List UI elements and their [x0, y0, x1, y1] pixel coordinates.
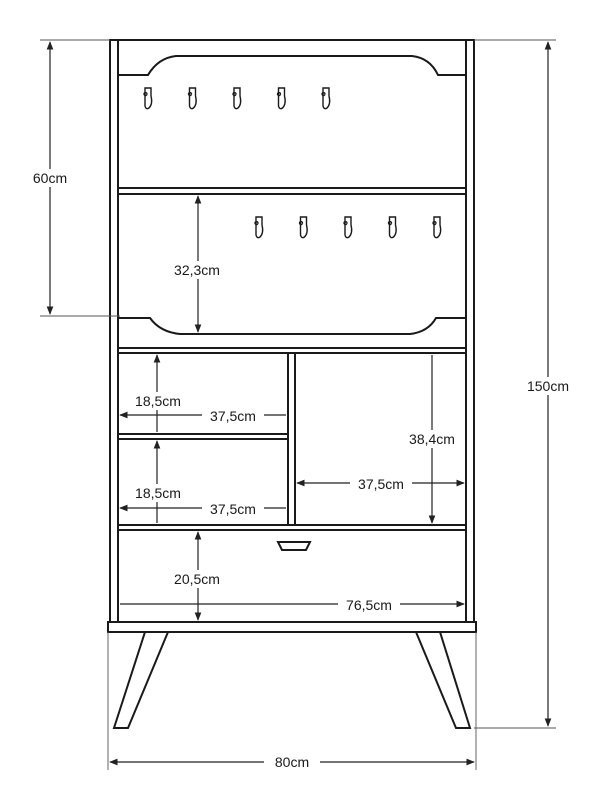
- upper-height-label: 60cm: [32, 170, 68, 186]
- left-side-panel: [110, 40, 118, 630]
- open-compartment-width-label: 37,5cm: [358, 476, 404, 492]
- left-leg: [114, 632, 168, 728]
- drawer-width-label: 76,5cm: [346, 597, 392, 613]
- right-side-panel: [466, 40, 474, 630]
- total-width-label: 80cm: [274, 754, 310, 770]
- hooks-group: [144, 88, 441, 238]
- open-compartment-height-label: 38,4cm: [409, 431, 455, 447]
- cabinet: [108, 40, 476, 728]
- coat-hook-icon: [255, 217, 263, 238]
- shelf-opening-height-label: 32,3cm: [174, 262, 220, 278]
- cubby-top-height-label: 18,5cm: [135, 393, 181, 409]
- coat-hook-icon: [233, 88, 241, 109]
- dimension-labels: [22, 169, 580, 771]
- upper-back-panel: [118, 56, 466, 75]
- coat-hook-icon: [278, 88, 286, 109]
- coat-hook-icon: [144, 88, 152, 109]
- cubby-bottom-height-label: 18,5cm: [135, 485, 181, 501]
- coat-hook-icon: [433, 217, 441, 238]
- lower-back-panel: [118, 318, 466, 334]
- coat-hook-icon: [189, 88, 197, 109]
- coat-hook-icon: [300, 217, 308, 238]
- vertical-divider: [288, 353, 295, 525]
- base-plinth: [108, 622, 476, 632]
- cubby-shelf: [118, 434, 288, 439]
- right-leg: [416, 632, 470, 728]
- coat-hook-icon: [389, 217, 397, 238]
- total-height-label: 150cm: [526, 378, 570, 394]
- cubby-bottom-width-label: 37,5cm: [210, 501, 256, 517]
- coat-hook-icon: [344, 217, 352, 238]
- coat-hook-icon: [322, 88, 330, 109]
- drawer-height-label: 20,5cm: [174, 571, 220, 587]
- cubby-top-width-label: 37,5cm: [210, 408, 256, 424]
- upper-shelf: [118, 188, 466, 194]
